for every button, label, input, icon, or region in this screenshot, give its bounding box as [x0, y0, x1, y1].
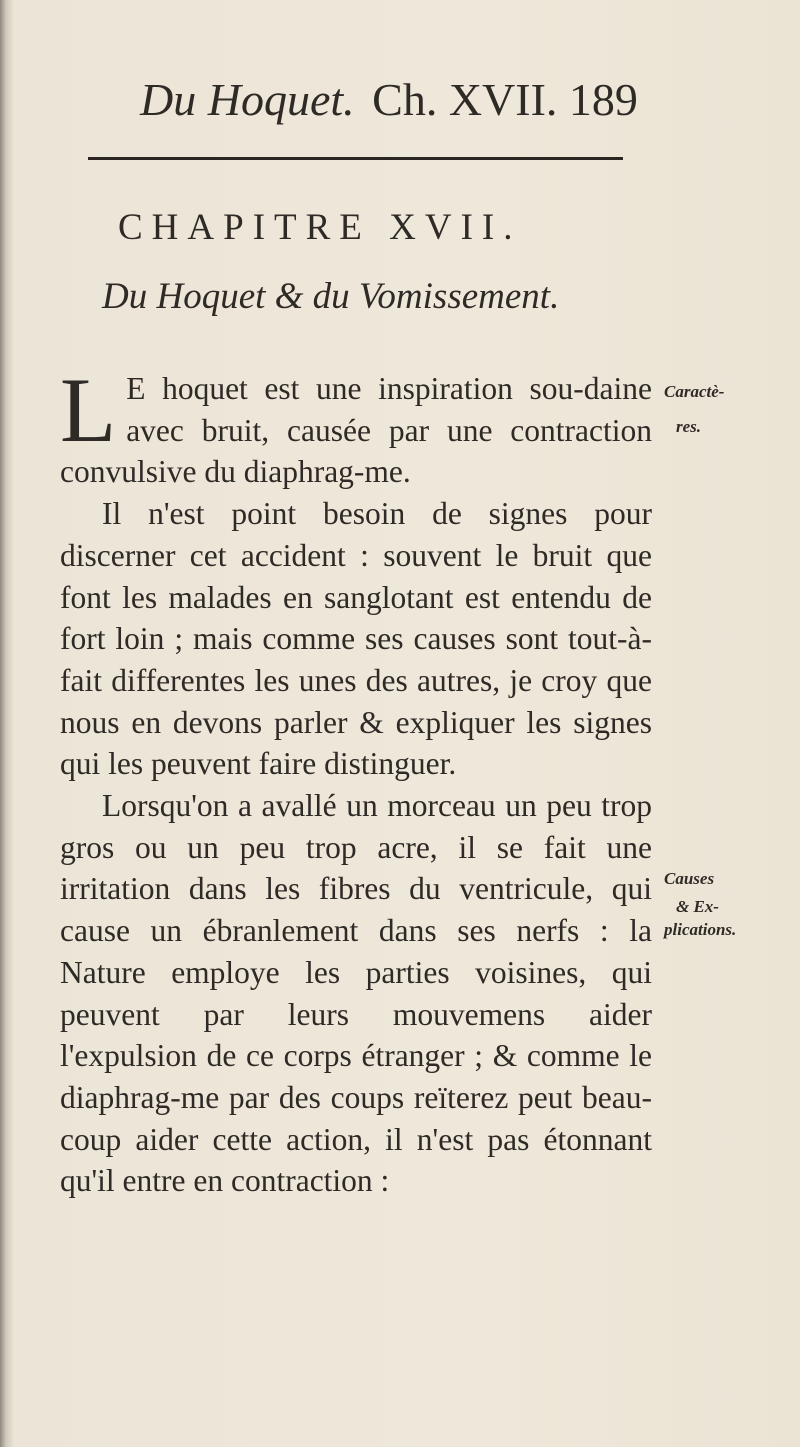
margin-note-causes-2: & Ex- — [676, 897, 719, 916]
margin-note-causes-3: plications. — [664, 920, 737, 939]
drop-cap: L — [60, 359, 117, 461]
paragraph-1 — [60, 359, 652, 493]
paragraph-2: Il n'est point besoin de signes pour discerner cet accident : souvent le bruit que font les malades en sanglotant est entendu de fort loin ; mais comme ses causes sont tout-à-fait differentes les unes des autres, je croy que nous en devons parler & expliquer les signes qui les peuvent faire distinguer. — [60, 496, 652, 782]
body-text — [60, 359, 652, 1202]
header-rule — [88, 157, 623, 160]
page-number: 189 — [568, 74, 638, 125]
chapter-subtitle: Du Hoquet & du Vomissement. — [102, 276, 560, 317]
running-header — [140, 70, 660, 140]
chapter-title: CHAPITRE XVII. — [118, 207, 522, 248]
paragraph-1-text: E hoquet est une inspiration sou-daine avec bruit, causée par une contraction convulsive du diaphrag-me. — [60, 371, 652, 490]
paragraph-3: Lorsqu'on a avallé un morceau un peu trop gros ou un peu trop acre, il se fait une irritation dans les fibres du ventricule, qui cause un ébranlement dans ses nerfs : la Nature employe les parties voisines, qui peuvent par leurs mouvemens aider l'expulsion de ce corps étranger ; & comme le diaphrag-me par des coups reïterez peut beau-coup aider cette action, il n'est pas étonnant qu'il entre en contraction : — [60, 788, 652, 1199]
chapter-reference: Ch. XVII. — [372, 74, 558, 125]
margin-note-causes-1: Causes — [664, 869, 715, 888]
running-title: Du Hoquet. — [140, 74, 355, 125]
margin-note-caracteres-2: res. — [676, 417, 702, 436]
margin-note-caracteres-1: Caractè- — [664, 382, 725, 401]
